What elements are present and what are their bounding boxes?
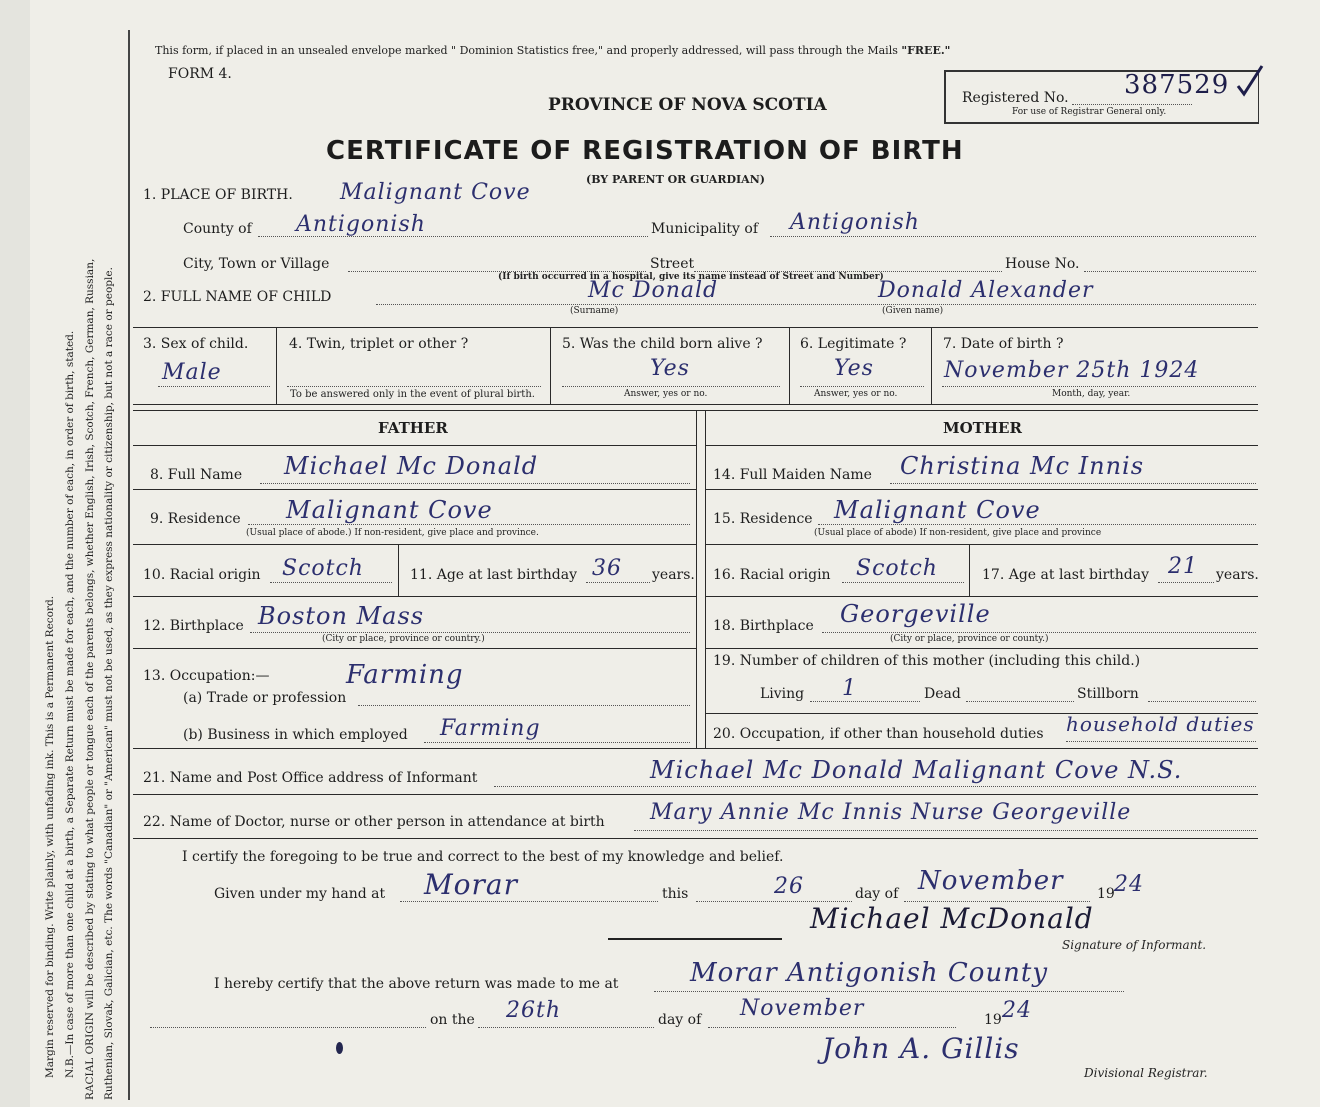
mother-age-label: 17. Age at last birthday	[982, 567, 1150, 583]
father-age-value: 36	[592, 556, 622, 581]
house-label: House No.	[1005, 256, 1080, 272]
twin-line	[287, 386, 541, 387]
mother-res-line	[818, 524, 1256, 525]
municipality-line	[770, 236, 1256, 237]
day-value: 26	[774, 874, 804, 899]
mother-age-value: 21	[1168, 554, 1198, 579]
province: PROVINCE OF NOVA SCOTIA	[548, 95, 827, 115]
father-heading: FATHER	[378, 419, 448, 437]
mother-race-line	[842, 582, 964, 583]
father-bp-line	[250, 632, 690, 633]
rule-parents-head-r	[705, 445, 1258, 446]
alive-value: Yes	[650, 356, 690, 381]
father-trade-label: (a) Trade or profession	[183, 690, 347, 706]
margin-note-1: Margin reserved for binding. Write plainly, with unfading ink. This is a Permanent Record.	[44, 595, 56, 1078]
county-value: Antigonish	[296, 212, 426, 237]
divider-6-7	[931, 327, 932, 404]
reg-month-line	[708, 1027, 956, 1028]
registrar-place-line	[654, 991, 1124, 992]
day-of-label: day of	[855, 886, 899, 902]
father-res-note: (Usual place of abode.) If non-resident, give place and province.	[246, 528, 539, 538]
given-name-value: Donald Alexander	[878, 278, 1094, 303]
father-race-line	[270, 582, 392, 583]
reg-day-line	[478, 1027, 654, 1028]
father-bp-value: Boston Mass	[258, 602, 425, 630]
reg-year-value: 24	[1002, 998, 1032, 1023]
signature-caption: Signature of Informant.	[1062, 938, 1207, 952]
given-place-value: Morar	[424, 868, 518, 901]
reg-year-prefix: 19	[984, 1012, 1002, 1028]
divider-16-17	[969, 544, 970, 596]
mother-living-value: 1	[842, 676, 857, 701]
hospital-note: (If birth occurred in a hospital, give its name instead of Street and Number)	[498, 272, 884, 282]
rule-bottom-parents	[133, 748, 1258, 749]
on-the-pre-line	[150, 1027, 426, 1028]
informant-label: 21. Name and Post Office address of Informant	[143, 770, 478, 786]
father-res-label: 9. Residence	[150, 511, 241, 527]
mother-res-note: (Usual place of abode) If non-resident, give place and province	[814, 528, 1102, 538]
registrar-statement: I hereby certify that the above return was made to me at	[214, 976, 619, 992]
registered-value: 387529	[1124, 70, 1230, 100]
parents-divider-left	[696, 410, 697, 748]
left-margin-strip	[0, 0, 30, 1107]
mother-race-label: 16. Racial origin	[713, 567, 831, 583]
informant-value: Michael Mc Donald Malignant Cove N.S.	[650, 756, 1183, 784]
father-age-line	[586, 582, 650, 583]
given-place-line	[400, 901, 658, 902]
mother-dead-line	[966, 701, 1074, 702]
father-race-value: Scotch	[282, 556, 364, 581]
father-res-value: Malignant Cove	[286, 496, 493, 524]
father-years: years.	[652, 567, 695, 583]
dob-value: November 25th 1924	[944, 358, 1200, 383]
divider-5-6	[789, 327, 790, 404]
alive-caption: Answer, yes or no.	[624, 389, 708, 399]
father-bp-note: (City or place, province or country.)	[322, 634, 485, 644]
ink-dot	[336, 1042, 343, 1054]
registrar-signature: John A. Gillis	[822, 1032, 1020, 1065]
parents-divider-right	[705, 410, 706, 748]
father-name-value: Michael Mc Donald	[284, 452, 539, 480]
doctor-line	[634, 830, 1256, 831]
this-label: this	[662, 886, 689, 902]
divider-4-5	[550, 327, 551, 404]
father-name-line	[260, 483, 690, 484]
doctor-label: 22. Name of Doctor, nurse or other person in attendance at birth	[143, 814, 605, 830]
mother-name-line	[890, 483, 1256, 484]
informant-signature: Michael McDonald	[810, 902, 1094, 935]
dob-line	[942, 386, 1256, 387]
legit-line	[800, 386, 924, 387]
mother-name-label: 14. Full Maiden Name	[713, 467, 872, 483]
father-bp-label: 12. Birthplace	[143, 618, 244, 634]
surname-value: Mc Donald	[588, 278, 719, 303]
dob-caption: Month, day, year.	[1052, 389, 1131, 399]
mother-years: years.	[1216, 567, 1259, 583]
place-label: 1. PLACE OF BIRTH.	[143, 187, 293, 203]
margin-note-3: RACIAL ORIGIN will be described by stating to what people or tongue each of the parents belongs, whether English, Irish, Scotch, French, German, Russian,	[84, 258, 96, 1100]
mother-name-value: Christina Mc Innis	[900, 452, 1145, 480]
municipality-value: Antigonish	[790, 210, 920, 235]
father-trade-line	[358, 705, 690, 706]
surname-caption: (Surname)	[570, 306, 619, 316]
mother-occ-value: household duties	[1066, 712, 1255, 736]
registered-line	[1072, 104, 1192, 105]
divider-3-4	[276, 327, 277, 404]
margin-note-2: N.B.—In case of more than one child at a birth, a Separate Return must be made for each, and the number of each, in order of birth, stated.	[64, 330, 76, 1078]
mother-living-label: Living	[760, 686, 805, 702]
mail-note-text: This form, if placed in an unsealed envelope marked " Dominion Statistics free," and properly addressed, will pass through the Mails	[155, 44, 898, 57]
sex-line	[158, 386, 270, 387]
rule-m18	[705, 648, 1258, 649]
mother-stillborn-line	[1148, 701, 1256, 702]
mother-occ-line	[1066, 741, 1256, 742]
mother-bp-note: (City or place, province or county.)	[890, 634, 1049, 644]
doctor-value: Mary Annie Mc Innis Nurse Georgeville	[650, 800, 1132, 825]
month-value: November	[918, 866, 1064, 896]
certificate-title: CERTIFICATE OF REGISTRATION OF BIRTH	[326, 136, 964, 166]
margin-rule	[128, 30, 130, 1100]
margin-note-4: Ruthenian, Slovak, Galician, etc. The words "Canadian" or "American" must not be used, as they express nationality or citizenship, but not a race or people.	[103, 267, 115, 1100]
check-mark-icon	[1236, 64, 1264, 96]
reg-month-value: November	[740, 996, 865, 1021]
twin-label: 4. Twin, triplet or other ?	[289, 336, 469, 352]
mother-living-line	[810, 701, 920, 702]
legit-value: Yes	[834, 356, 874, 381]
year-value: 24	[1114, 872, 1144, 897]
on-the-label: on the	[430, 1012, 475, 1028]
father-business-label: (b) Business in which employed	[183, 727, 408, 743]
mother-occ-label: 20. Occupation, if other than household duties	[713, 726, 1044, 742]
legit-label: 6. Legitimate ?	[800, 336, 907, 352]
certify-statement: I certify the foregoing to be true and correct to the best of my knowledge and belief.	[182, 849, 784, 865]
twin-note: To be answered only in the event of plural birth.	[290, 389, 535, 400]
informant-line	[494, 786, 1256, 787]
rule-22	[133, 838, 1258, 839]
registrar-place-value: Morar Antigonish County	[690, 958, 1049, 988]
street-label: Street	[650, 256, 695, 272]
city-label: City, Town or Village	[183, 256, 330, 272]
rule-m15	[705, 544, 1258, 545]
reg-day-of-label: day of	[658, 1012, 702, 1028]
mother-race-value: Scotch	[856, 556, 938, 581]
rule-21	[133, 794, 1258, 795]
year-prefix: 19	[1097, 886, 1115, 902]
house-line	[1084, 271, 1256, 272]
father-name-label: 8. Full Name	[150, 467, 243, 483]
mail-note	[155, 44, 950, 57]
registrar-caption: Divisional Registrar.	[1084, 1066, 1208, 1080]
mother-bp-value: Georgeville	[840, 600, 991, 628]
mother-res-value: Malignant Cove	[834, 496, 1041, 524]
father-age-label: 11. Age at last birthday	[410, 567, 578, 583]
reg-day-value: 26th	[506, 998, 562, 1023]
father-business-line	[424, 742, 690, 743]
mother-res-label: 15. Residence	[713, 511, 813, 527]
father-race-label: 10. Racial origin	[143, 567, 261, 583]
father-business-value: Farming	[440, 716, 541, 741]
signature-rule	[608, 938, 782, 940]
registrar-note: For use of Registrar General only.	[1012, 107, 1167, 117]
mother-dead-label: Dead	[924, 686, 961, 702]
rule-m14	[705, 489, 1258, 490]
rule-top-row3	[133, 327, 1258, 328]
mother-bp-line	[822, 632, 1256, 633]
legit-caption: Answer, yes or no.	[814, 389, 898, 399]
given-caption: (Given name)	[882, 306, 944, 316]
mail-free: "FREE."	[901, 44, 951, 57]
rule-m16	[705, 596, 1258, 597]
rule-f12	[133, 648, 696, 649]
father-res-line	[248, 524, 690, 525]
county-label: County of	[183, 221, 252, 237]
given-label: Given under my hand at	[214, 886, 386, 902]
rule-parents-head	[133, 445, 696, 446]
rule-f10	[133, 596, 696, 597]
rule-f8	[133, 489, 696, 490]
alive-label: 5. Was the child born alive ?	[562, 336, 763, 352]
place-value: Malignant Cove	[340, 180, 531, 205]
registered-label: Registered No.	[962, 90, 1069, 106]
rule-bottom-row3	[133, 404, 1258, 405]
divider-10-11	[398, 544, 399, 596]
alive-line	[562, 386, 780, 387]
rule-f9	[133, 544, 696, 545]
mother-heading: MOTHER	[943, 419, 1022, 437]
mother-stillborn-label: Stillborn	[1077, 686, 1139, 702]
father-occ-label: 13. Occupation:—	[143, 668, 270, 684]
sex-label: 3. Sex of child.	[143, 336, 249, 352]
mother-bp-label: 18. Birthplace	[713, 618, 814, 634]
municipality-label: Municipality of	[651, 221, 759, 237]
form-number: FORM 4.	[168, 66, 232, 82]
father-trade-value: Farming	[346, 660, 464, 690]
mother-age-line	[1158, 582, 1214, 583]
certificate-subtitle: (BY PARENT OR GUARDIAN)	[586, 173, 765, 186]
dob-label: 7. Date of birth ?	[943, 336, 1064, 352]
child-name-label: 2. FULL NAME OF CHILD	[143, 289, 332, 305]
sex-value: Male	[162, 360, 222, 385]
child-name-line	[376, 304, 1256, 305]
mother-children-label: 19. Number of children of this mother (including this child.)	[713, 653, 1141, 669]
